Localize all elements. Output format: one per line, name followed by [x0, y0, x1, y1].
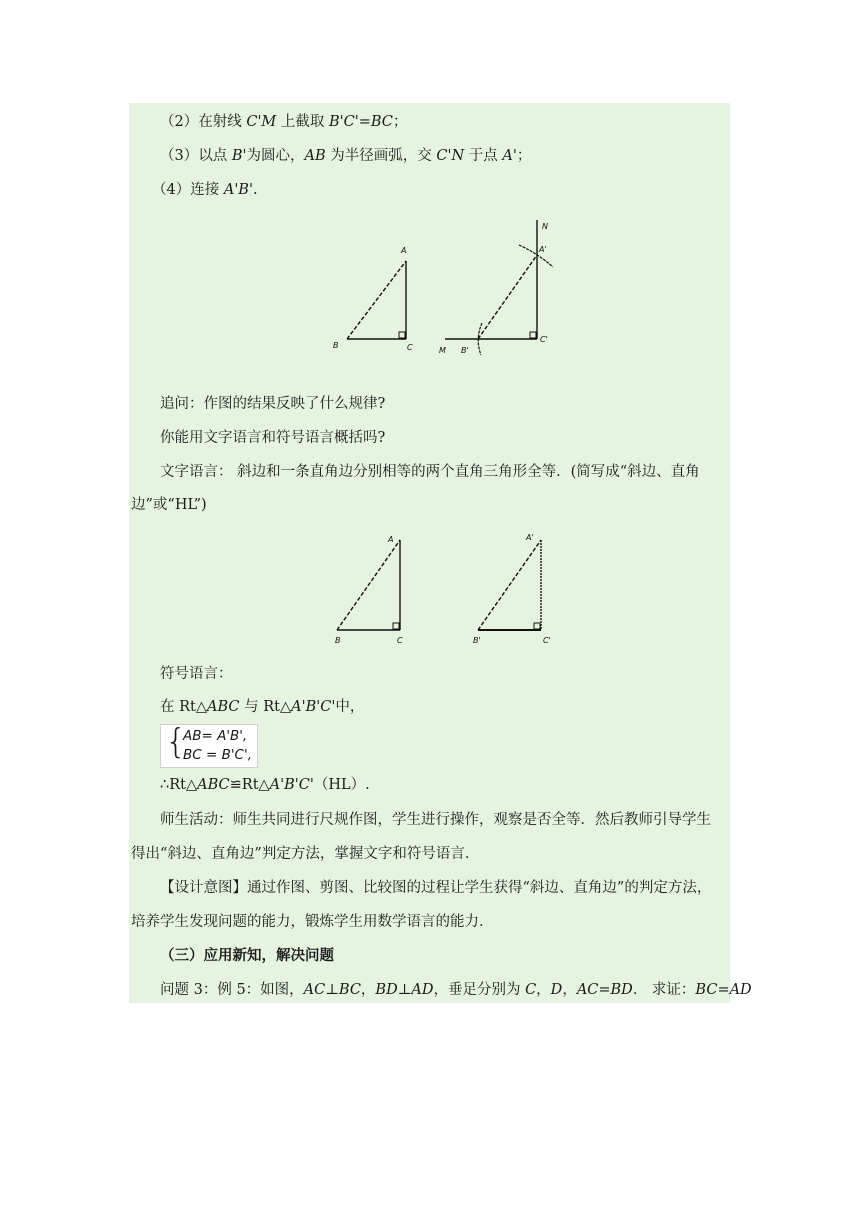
activity-line-2: 得出“斜边、直角边”判定方法，掌握文字和符号语言．: [131, 846, 480, 862]
triangle-abc-prime: [478, 540, 541, 630]
label-c: C: [407, 343, 413, 352]
condition-brace: [160, 724, 258, 768]
label-c-2: C: [397, 636, 403, 645]
step-4: （4）连接 A'B'.: [152, 182, 258, 198]
construction-figure: [325, 215, 565, 360]
brace-icon: {: [165, 722, 187, 762]
label-a-prime-2: A': [526, 533, 534, 542]
label-b-2: B: [335, 636, 341, 645]
problem-3: 问题 3：例 5：如图，AC⊥BC，BD⊥AD，垂足分别为 C，D，AC=BD． 求证：BC=AD: [160, 982, 752, 998]
condition-1: AB= A'B',: [183, 728, 248, 744]
label-a-prime: A': [539, 245, 547, 254]
condition-2: BC = B'C',: [183, 747, 252, 763]
text-language-line-1: 文字语言： 斜边和一条直角边分别相等的两个直角三角形全等．(简写成“斜边、直角: [160, 464, 700, 480]
label-m: M: [439, 346, 446, 355]
section-3-title: （三）应用新知，解决问题: [160, 947, 334, 964]
label-c-prime: C': [540, 335, 548, 344]
step-3: （3）以点 B'为圆心，AB 为半径画弧，交 C'N 于点 A'；: [160, 148, 532, 164]
label-b-prime: B': [461, 346, 469, 355]
label-c-prime-2: C': [543, 636, 551, 645]
label-n: N: [542, 222, 548, 231]
label-a-2: A: [388, 535, 394, 544]
label-b-prime-2: B': [473, 636, 481, 645]
symbol-conclusion: ∴Rt△ABC≌Rt△A'B'C'（HL）.: [160, 777, 370, 793]
triangle-abc-2: [337, 540, 400, 630]
activity-line-1: 师生活动：师生共同进行尺规作图，学生进行操作，观察是否全等．然后教师引导学生: [160, 812, 711, 828]
symbol-language-in: 在 Rt△ABC 与 Rt△A'B'C'中，: [160, 699, 365, 715]
symbol-language-heading: 符号语言：: [160, 666, 233, 682]
design-intent-line-2: 培养学生发现问题的能力，锻炼学生用数学语言的能力．: [131, 914, 494, 930]
triangle-abc: [347, 261, 406, 339]
step-2: （2）在射线 C'M 上截取 B'C'=BC；: [160, 114, 408, 130]
congruent-triangles-figure: [325, 528, 565, 648]
construction-lines: [445, 220, 553, 355]
text-language-line-2: 边”或“HL”): [131, 497, 207, 513]
followup-question-2: 你能用文字语言和符号语言概括吗?: [160, 430, 386, 446]
label-b: B: [333, 341, 339, 350]
design-intent-line-1: 【设计意图】通过作图、剪图、比较图的过程让学生获得“斜边、直角边”的判定方法，: [160, 880, 712, 896]
label-a: A: [401, 246, 407, 255]
followup-question-1: 追问：作图的结果反映了什么规律?: [160, 396, 386, 412]
